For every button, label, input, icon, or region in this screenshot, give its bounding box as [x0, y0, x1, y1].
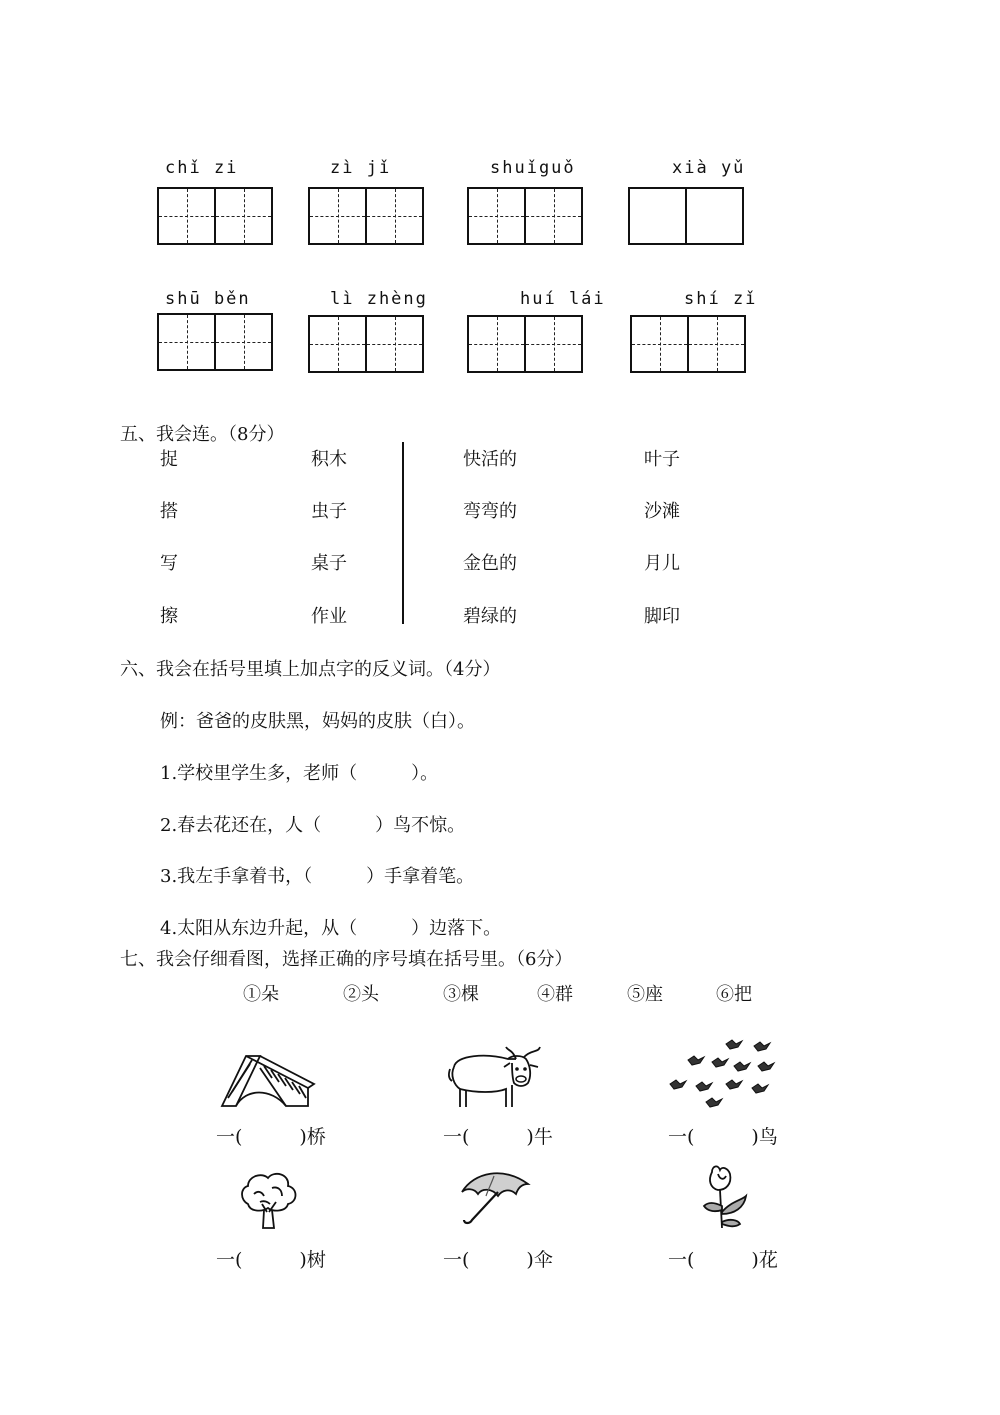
match-item[interactable]: 擦	[160, 606, 178, 627]
writing-grid[interactable]	[157, 313, 273, 371]
flower-icon	[700, 1162, 752, 1236]
match-item[interactable]: 虫子	[311, 501, 347, 522]
fill-item[interactable]: 1.学校里学生多，老师（ ）。	[160, 763, 439, 784]
picture-caption[interactable]: 一( )树	[216, 1249, 326, 1271]
tree-icon	[238, 1168, 300, 1236]
option-label: ⑤座	[627, 984, 663, 1005]
picture-caption[interactable]: 一( )桥	[216, 1126, 326, 1148]
pinyin-label: zì jǐ	[330, 158, 392, 178]
bridge-icon	[216, 1048, 316, 1114]
match-item[interactable]: 积木	[311, 449, 347, 470]
option-label: ③棵	[443, 984, 479, 1005]
picture-caption[interactable]: 一( )牛	[443, 1126, 553, 1148]
writing-grid[interactable]	[157, 187, 273, 245]
picture-caption[interactable]: 一( )鸟	[668, 1126, 778, 1148]
match-item[interactable]: 金色的	[463, 553, 517, 574]
match-item[interactable]: 搭	[160, 501, 178, 522]
match-item[interactable]: 脚印	[644, 606, 680, 627]
writing-grid[interactable]	[628, 187, 744, 245]
writing-grid[interactable]	[630, 315, 746, 373]
fill-item[interactable]: 4.太阳从东边升起，从（ ）边落下。	[160, 918, 502, 939]
writing-grid[interactable]	[308, 315, 424, 373]
match-item[interactable]: 月儿	[644, 553, 680, 574]
match-item[interactable]: 弯弯的	[463, 501, 517, 522]
picture-caption[interactable]: 一( )花	[668, 1249, 778, 1271]
option-label: ⑥把	[716, 984, 752, 1005]
ox-icon	[446, 1045, 546, 1115]
section6-title: 六、我会在括号里填上加点字的反义词。（4分）	[120, 659, 501, 680]
option-label: ②头	[343, 984, 379, 1005]
umbrella-icon	[458, 1168, 532, 1234]
match-item[interactable]: 沙滩	[644, 501, 680, 522]
pinyin-label: shuǐguǒ	[490, 158, 576, 178]
option-label: ①朵	[243, 984, 279, 1005]
section5-title: 五、我会连。（8分）	[120, 424, 285, 445]
pinyin-label: shū běn	[165, 289, 251, 309]
match-item[interactable]: 快活的	[463, 449, 517, 470]
pinyin-label: lì zhèng	[330, 289, 428, 309]
section5-divider	[402, 442, 404, 624]
section7-title: 七、我会仔细看图，选择正确的序号填在括号里。（6分）	[120, 949, 573, 970]
pinyin-label: xià yǔ	[672, 158, 746, 178]
writing-grid[interactable]	[467, 315, 583, 373]
option-label: ④群	[537, 984, 573, 1005]
pinyin-label: huí lái	[520, 289, 606, 309]
match-item[interactable]: 作业	[311, 606, 347, 627]
writing-grid[interactable]	[467, 187, 583, 245]
example-sentence: 例：爸爸的皮肤黑，妈妈的皮肤（白）。	[160, 711, 475, 732]
fill-item[interactable]: 2.春去花还在，人（ ）鸟不惊。	[160, 815, 466, 836]
match-item[interactable]: 写	[160, 553, 178, 574]
match-item[interactable]: 捉	[160, 449, 178, 470]
pinyin-label: chǐ zi	[165, 158, 239, 178]
pinyin-label: shí zǐ	[684, 289, 758, 309]
picture-caption[interactable]: 一( )伞	[443, 1249, 553, 1271]
match-item[interactable]: 桌子	[311, 553, 347, 574]
writing-grid[interactable]	[308, 187, 424, 245]
match-item[interactable]: 叶子	[644, 449, 680, 470]
birds-icon	[666, 1036, 778, 1116]
fill-item[interactable]: 3.我左手拿着书，（ ）手拿着笔。	[160, 866, 475, 887]
match-item[interactable]: 碧绿的	[463, 606, 517, 627]
